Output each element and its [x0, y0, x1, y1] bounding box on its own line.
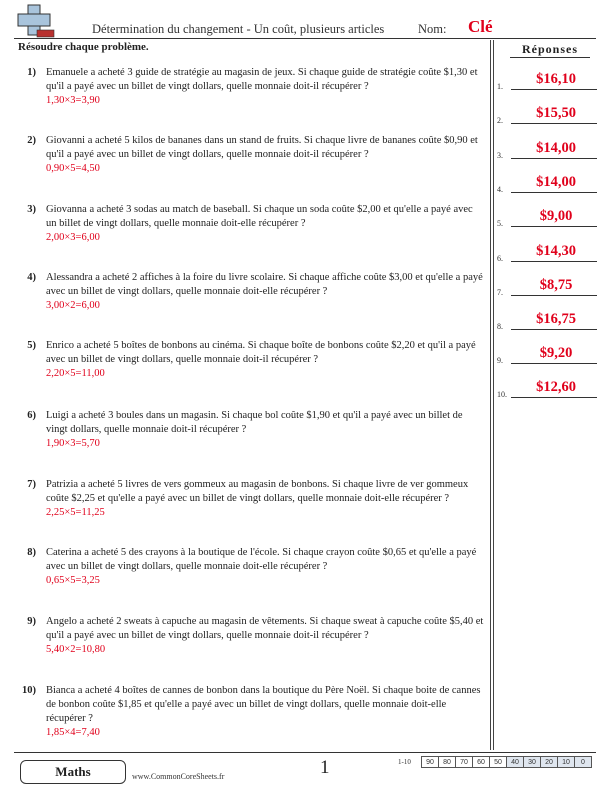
answer-number: 9. [497, 356, 503, 365]
answer-line [511, 158, 597, 159]
name-label: Nom: [418, 22, 447, 36]
problem-1 [14, 66, 484, 108]
answer-value: $12,60 [536, 379, 576, 395]
header-rule [14, 38, 596, 39]
problem-5 [14, 339, 484, 381]
answer-row-4 [497, 174, 597, 196]
subject-badge: Maths [20, 760, 126, 784]
answer-number: 1. [497, 82, 503, 91]
problem-9 [14, 615, 484, 657]
problem-text: Luigi a acheté 3 boules dans un magasin. Si chaque bol coûte $1,90 et qu'il a payé avec un billet de vingt dollars, quelle monnaie doit-il récupérer ? [46, 410, 463, 435]
problem-10 [14, 684, 484, 740]
score-cell: 20 [541, 757, 558, 768]
answer-row-10 [497, 379, 597, 401]
problem-work: 2,20×5=11,00 [46, 368, 105, 379]
problem-3 [14, 203, 484, 245]
problem-text: Emanuele a acheté 3 guide de stratégie au magasin de jeux. Si chaque guide de stratégie coûte $1,30 et qu'il a payé avec un billet de vingt dollars, quelle monnaie doit-il récupérer ? [46, 67, 478, 92]
answer-line [511, 261, 597, 262]
problem-text: Enrico a acheté 5 boîtes de bonbons au cinéma. Si chaque boîte de bonbons coûte $2,20 et qu'il a payé avec un billet de vingt dollars, quelle monnaie doit-il récupérer ? [46, 340, 476, 365]
problem-4 [14, 271, 484, 313]
answer-row-3 [497, 140, 597, 162]
answer-value: $8,75 [539, 277, 573, 293]
page-number: 1 [320, 757, 330, 778]
answer-number: 5. [497, 219, 503, 228]
problem-text: Angelo a acheté 2 sweats à capuche au magasin de vêtements. Si chaque sweat à capuche coûte $5,40 et qu'il a payé avec un billet de vingt dollars, quelle monnaie doit-il récupérer ? [46, 616, 484, 641]
problem-text: Giovanna a acheté 3 sodas au match de baseball. Si chaque un soda coûte $2,00 et qu'elle a payé avec un billet de vingt dollars, quelle monnaie doit-elle récupérer ? [46, 204, 473, 229]
problem-number: 9) [27, 616, 36, 627]
answer-row-5 [497, 208, 597, 230]
problem-work: 1,30×3=3,90 [46, 95, 100, 106]
answer-line [511, 226, 597, 227]
problem-text: Bianca a acheté 4 boîtes de cannes de bonbon dans la boutique du Père Noël. Si chaque boite de cannes de bonbon coûte $1,85 et qu'elle a payé avec un billet de vingt dollars, quelle monnaie doit-elle récupérer ? [46, 685, 481, 724]
score-cell: 50 [490, 757, 507, 768]
score-cell: 90 [422, 757, 439, 768]
problem-work: 2,25×5=11,25 [46, 507, 105, 518]
answer-number: 4. [497, 185, 503, 194]
problem-number: 7) [27, 479, 36, 490]
problem-text: Patrizia a acheté 5 livres de vers gommeux au magasin de bonbons. Si chaque livre de ver gommeux coûte $2,25 et qu'elle a payé avec un billet de vingt dollars, quelle monnaie doit-elle récupérer ? [46, 479, 469, 504]
answer-line [511, 123, 597, 124]
answer-number: 6. [497, 254, 503, 263]
answer-value: $14,30 [536, 243, 576, 259]
answer-number: 7. [497, 288, 503, 297]
column-divider [493, 40, 494, 750]
problem-work: 0,65×5=3,25 [46, 575, 100, 586]
problem-number: 1) [27, 67, 36, 78]
answer-row-9 [497, 345, 597, 367]
answer-value: $14,00 [536, 174, 576, 190]
worksheet-title: Détermination du changement - Un coût, plusieurs articles [92, 22, 385, 36]
answer-line [511, 192, 597, 193]
answer-key-label: Clé [468, 17, 493, 36]
problem-number: 6) [27, 410, 36, 421]
answer-value: $15,50 [536, 105, 576, 121]
answer-number: 2. [497, 116, 503, 125]
score-cell: 0 [575, 757, 592, 768]
score-cell: 40 [507, 757, 524, 768]
problem-work: 1,90×3=5,70 [46, 438, 100, 449]
problem-work: 3,00×2=6,00 [46, 300, 100, 311]
problem-work: 1,85×4=7,40 [46, 727, 100, 738]
problem-text: Alessandra a acheté 2 affiches à la foire du livre scolaire. Si chaque affiche coûte $3,00 et qu'elle a payé avec un billet de vingt dollars, quelle monnaie doit-elle récupérer ? [46, 272, 483, 297]
footer-rule [14, 752, 596, 753]
score-cell: 80 [439, 757, 456, 768]
problem-number: 8) [27, 547, 36, 558]
answer-row-1 [497, 71, 597, 93]
site-url: www.CommonCoreSheets.fr [132, 772, 225, 781]
score-cell: 70 [456, 757, 473, 768]
answer-value: $9,00 [539, 208, 573, 224]
problem-text: Giovanni a acheté 5 kilos de bananes dans un stand de fruits. Si chaque livre de bananes coûte $0,90 et qu'il a payé avec un billet de vingt dollars, quelle monnaie doit-il récupérer ? [46, 135, 478, 160]
answer-row-6 [497, 243, 597, 265]
column-divider [490, 40, 491, 750]
answer-line [511, 89, 597, 90]
problem-2 [14, 134, 484, 176]
answer-number: 10. [497, 390, 507, 399]
problem-number: 3) [27, 204, 36, 215]
problem-number: 10) [22, 685, 36, 696]
answer-number: 3. [497, 151, 503, 160]
answer-value: $14,00 [536, 140, 576, 156]
problem-number: 2) [27, 135, 36, 146]
problem-text: Caterina a acheté 5 des crayons à la boutique de l'école. Si chaque crayon coûte $0,65 et qu'elle a payé avec un billet de vingt dollars, quelle monnaie doit-elle récupérer ? [46, 547, 477, 572]
answer-value: $9,20 [539, 345, 573, 361]
problem-work: 5,40×2=10,80 [46, 644, 106, 655]
answers-title: Réponses [510, 42, 590, 58]
answer-line [511, 397, 597, 398]
answer-value: $16,75 [536, 311, 576, 327]
score-cell: 10 [558, 757, 575, 768]
problem-8 [14, 546, 484, 588]
score-cell: 30 [524, 757, 541, 768]
answer-line [511, 363, 597, 364]
answer-line [511, 295, 597, 296]
problem-work: 0,90×5=4,50 [46, 163, 100, 174]
answer-row-2 [497, 105, 597, 127]
score-cell: 60 [473, 757, 490, 768]
problem-work: 2,00×3=6,00 [46, 232, 100, 243]
answer-row-7 [497, 277, 597, 299]
problem-6 [14, 409, 484, 451]
answer-line [511, 329, 597, 330]
problem-number: 4) [27, 272, 36, 283]
problem-number: 5) [27, 340, 36, 351]
answer-row-8 [497, 311, 597, 333]
instructions: Résoudre chaque problème. [18, 41, 149, 53]
score-table [421, 756, 592, 768]
plus-logo-icon [15, 4, 55, 38]
answer-number: 8. [497, 322, 503, 331]
problem-7 [14, 478, 484, 520]
score-range-label: 1-10 [398, 758, 411, 766]
answer-value: $16,10 [536, 71, 576, 87]
